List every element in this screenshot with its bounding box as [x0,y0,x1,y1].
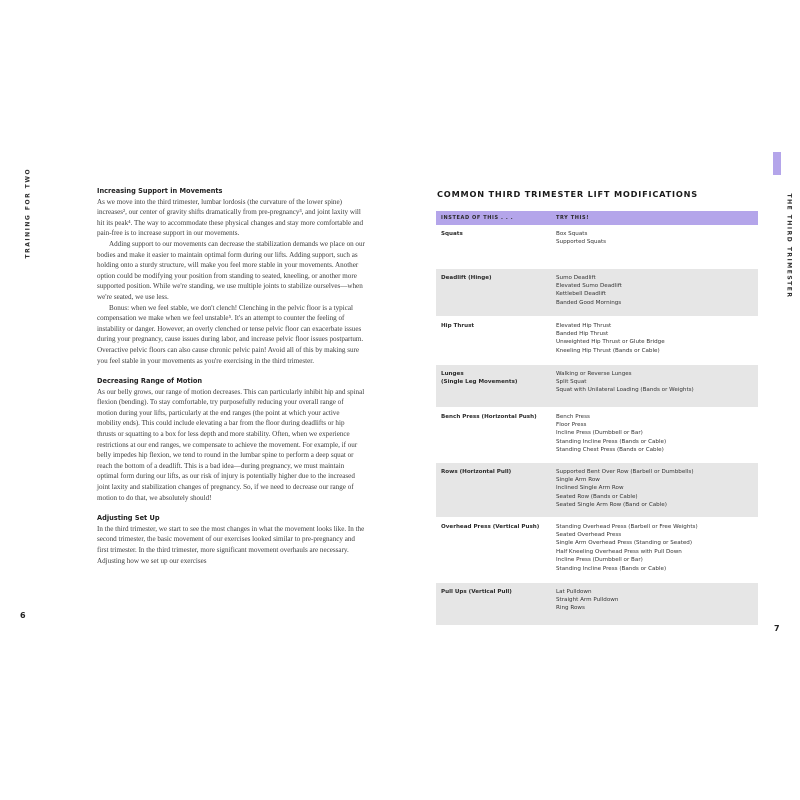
alternative-item: Supported Squats [556,239,607,246]
section-heading-setup: Adjusting Set Up [97,514,160,523]
alternative-item: Seated Single Arm Row (Band or Cable) [556,502,667,509]
alternatives-cell [551,407,758,462]
alternative-item: Incline Press (Dumbbell or Bar) [556,430,643,437]
alternatives-cell [551,517,758,582]
table-row [436,407,758,462]
alternative-item: Standing Overhead Press (Barbell or Free Weights) [556,523,698,530]
alternative-item: Elevated Hip Thrust [556,322,612,329]
left-body-text [97,186,365,566]
alternative-item: Squat with Unilateral Loading (Bands or Weights) [556,387,694,394]
alternative-item: Half Kneeling Overhead Press with Pull Down [556,548,682,555]
exercise-cell: Deadlift (Hinge) [436,268,551,316]
alternative-item: Kneeling Hip Thrust (Bands or Cable) [556,347,660,354]
alternative-item: Straight Arm Pulldown [556,596,619,603]
table-row [436,225,758,268]
column-header-try: TRY THIS! [551,211,758,225]
alternative-item: Split Squat [556,378,587,385]
alternatives-cell [551,225,758,268]
exercise-cell: Rows (Horizontal Pull) [436,462,551,517]
table-row [436,364,758,407]
table-title: COMMON THIRD TRIMESTER LIFT MODIFICATIONS [437,189,698,199]
chapter-tab-marker [773,152,781,175]
alternative-item: Elevated Sumo Deadlift [556,282,622,289]
alternatives-cell [551,582,758,625]
table-row [436,582,758,625]
alternative-item: Incline Press (Dumbbell or Bar) [556,557,643,564]
alternative-item: Inclined Single Arm Row [556,485,624,492]
alternative-item: Bench Press [556,413,590,420]
column-header-instead: INSTEAD OF THIS . . . [436,211,551,225]
alternative-item: Lat Pulldown [556,588,592,595]
exercise-cell: Bench Press (Horizontal Push) [436,407,551,462]
section-heading-support: Increasing Support in Movements [97,187,223,195]
alternative-item: Sumo Deadlift [556,274,596,281]
table-row [436,517,758,582]
paragraph: As we move into the third trimester, lumbar lordosis (the curvature of the lower spine) increases², our center of gravity shifts dramatically from pre-pregnancy³, and joint laxity will hit its peak⁴. The way to accommodate these physical changes and stay more comfortable and pain-free is to increase support in our movements. [97,197,364,238]
lift-modifications-table [436,211,758,626]
table-header-row [436,211,758,225]
alternative-item: Supported Bent Over Row (Barbell or Dumbbells) [556,468,694,475]
alternative-item: Kettlebell Deadlift [556,291,606,298]
paragraph: In the third trimester, we start to see the most changes in what the movement looks like. In the second trimester, the basic movement of our exercises looked similar to pre-pregnancy and first trimester. In the third trimester, more significant movement overhauls are necessary. Adjusting how we set up our exercises [97,524,365,565]
alternative-item: Standing Incline Press (Bands or Cable) [556,438,667,445]
paragraph: As our belly grows, our range of motion decreases. This can particularly inhibit hip and spinal flexion (bending). To stay comfortable, try purposefully reducing your overall range of motion during your lifts, particularly at the end ranges (the point at which your active mobility ends). This could include elevating a bar from the floor during deadlifts or hip thrusts or squatting to a box for less depth and more stability. Often, when we experience restrictions at our end ranges, we compensate to achieve the movement. For example, if our belly impedes hip flexion, we tend to round in the lumbar spine to perform a deep squat or reach the bottom of a deadlift. This is a bad idea—during pregnancy, we must maintain optimal form during our lifts, as our risk of injury is potentially higher due to the increased joint laxity and stabilization changes of pregnancy. So, if we need to decrease our range of motion to do that, we absolutely should! [97,387,365,502]
alternative-item: Standing Chest Press (Bands or Cable) [556,447,664,454]
alternative-item: Unweighted Hip Thrust or Glute Bridge [556,339,665,346]
alternatives-cell [551,268,758,316]
table-row [436,316,758,364]
exercise-cell: Pull Ups (Vertical Pull) [436,582,551,625]
exercise-cell: Hip Thrust [436,316,551,364]
alternative-item: Floor Press [556,421,587,428]
right-page-number: 7 [774,624,780,633]
alternative-item: Seated Overhead Press [556,531,622,538]
section-heading-range: Decreasing Range of Motion [97,377,203,386]
table-row [436,268,758,316]
alternatives-cell [551,364,758,407]
exercise-cell: Overhead Press (Vertical Push) [436,517,551,582]
alternatives-cell [551,462,758,517]
exercise-cell: Squats [436,225,551,268]
alternatives-cell [551,316,758,364]
alternative-item: Standing Incline Press (Bands or Cable) [556,565,667,572]
alternative-item: Banded Good Mornings [556,299,622,306]
alternative-item: Box Squats [556,231,588,237]
paragraph: Bonus: when we feel stable, we don't clench! Clenching in the pelvic floor is a typical compensation we make when we feel unstable⁵. It's an attempt to counter the feeling of instability or danger. However, an overly clenched or tense pelvic floor can exacerbate issues during your pregnancy, cause issues during labor, and increase pelvic floor issues postpartum. Overactive pelvic floors can also cause chronic pelvic pain! Avoid all of this by making sure you feel stable in your movements as you're exercising in the third trimester. [97,303,364,365]
left-running-head: TRAINING FOR TWO [24,167,32,259]
right-running-head: THE THIRD TRIMESTER [785,193,793,299]
alternative-item: Single Arm Overhead Press (Standing or Seated) [556,540,692,547]
alternative-item: Single Arm Row [556,476,600,483]
left-page-number: 6 [20,611,26,620]
paragraph: Adding support to our movements can decrease the stabilization demands we place on our bodies and make it easier to maintain optimal form during our lifts. Adding support, such as holding onto a sturdy structure, will make you feel more stable in your movements. Another option could be modifying your position from standing to seated, kneeling, or another more supported position. While we're standing, we use multiple joints to stabilize ourselves—when we're seated, we use less. [97,239,365,301]
alternative-item: Seated Row (Bands or Cable) [556,493,638,500]
alternative-item: Banded Hip Thrust [556,330,609,337]
table-row [436,462,758,517]
alternative-item: Ring Rows [556,605,585,612]
exercise-cell: Lunges (Single Leg Movements) [436,364,551,407]
alternative-item: Walking or Reverse Lunges [556,370,632,377]
